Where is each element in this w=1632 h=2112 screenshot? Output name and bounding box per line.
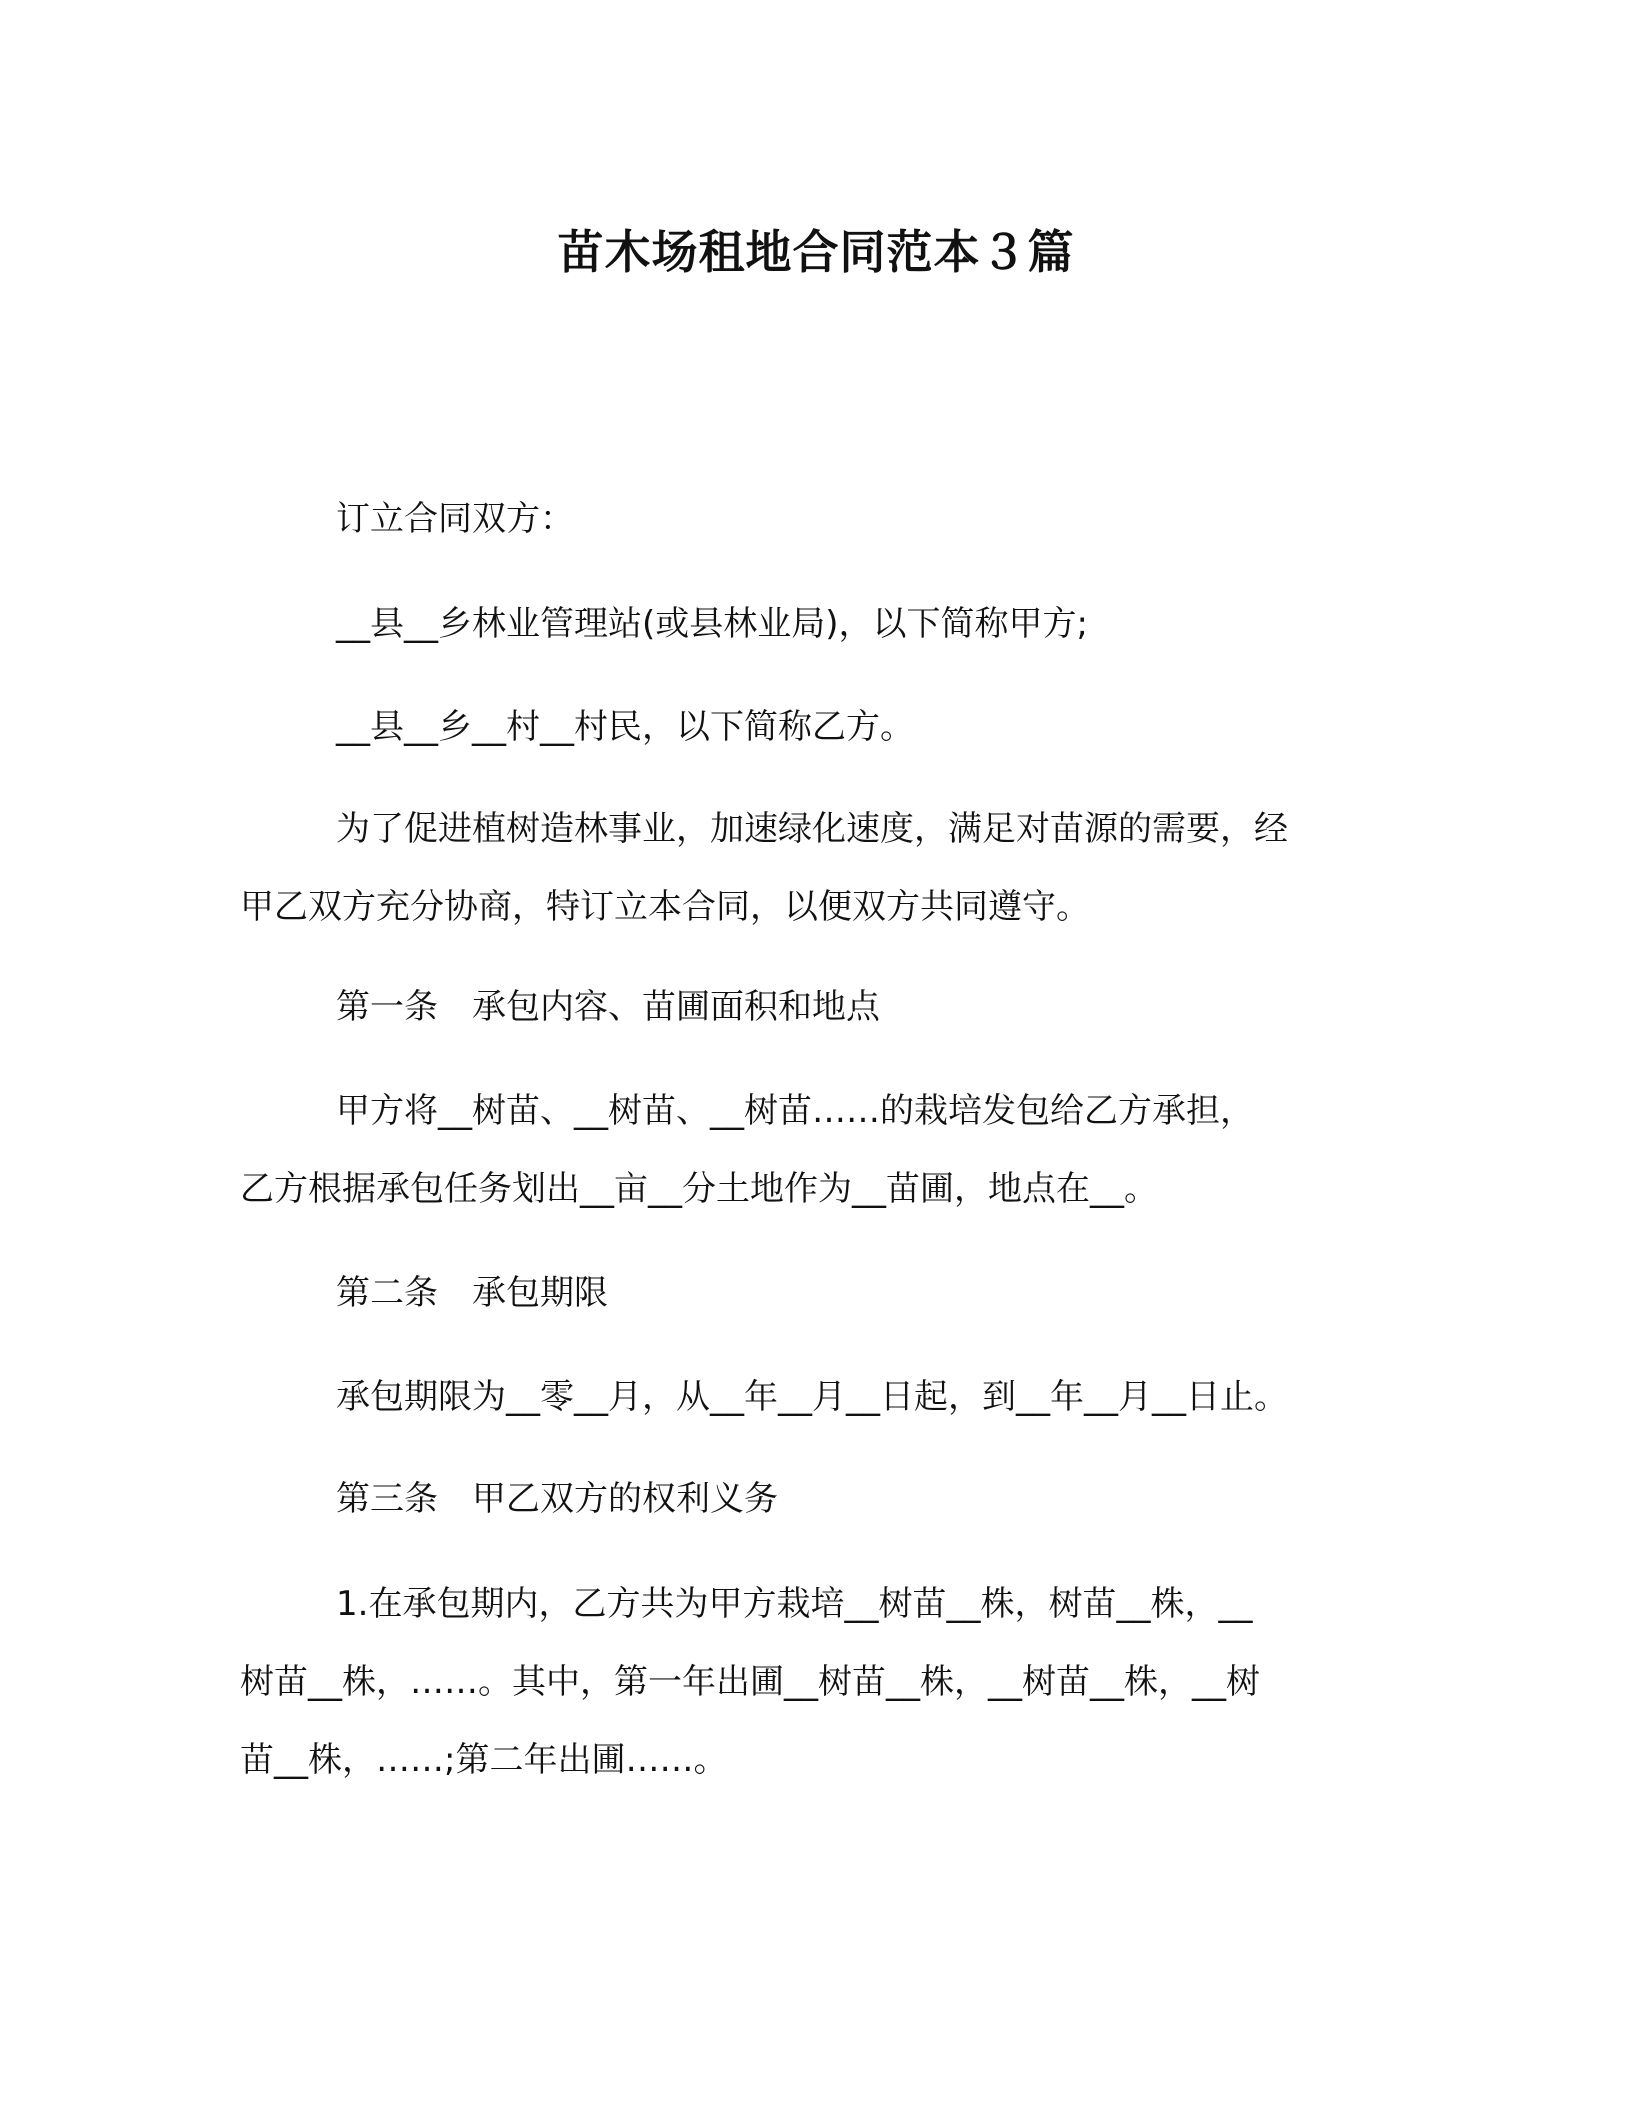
paragraph-party-a [240,585,1400,663]
article-2-content [240,1358,1400,1436]
paragraph-line: 1.在承包期内，乙方共为甲方栽培__树苗__株，树苗__株，__ [336,1584,1253,1624]
paragraph-line: __县__乡__村__村民，以下简称乙方。 [336,707,914,747]
article-3-heading [240,1460,1400,1538]
paragraph-parties-intro [240,480,1400,558]
article-1-content [240,1072,1400,1228]
article-1-heading [240,968,1400,1046]
paragraph-purpose [240,790,1400,946]
paragraph-line: 乙方根据承包任务划出__亩__分土地作为__苗圃，地点在__。 [240,1169,1158,1209]
paragraph-line: __县__乡林业管理站(或县林业局)，以下简称甲方; [336,604,1088,644]
paragraph-line: 第三条 甲乙双方的权利义务 [336,1479,778,1519]
article-2-heading [240,1254,1400,1332]
paragraph-line: 订立合同双方： [336,499,574,539]
paragraph-line: 甲乙双方充分协商，特订立本合同，以便双方共同遵守。 [240,887,1090,927]
paragraph-line: 树苗__株，……。其中，第一年出圃__树苗__株，__树苗__株，__树 [240,1662,1260,1702]
paragraph-line: 苗__株，……;第二年出圃……。 [240,1740,728,1780]
document-title: 苗木场租地合同范本３篇 [557,225,1075,279]
paragraph-line: 第一条 承包内容、苗圃面积和地点 [336,987,880,1027]
paragraph-party-b [240,688,1400,766]
paragraph-line: 承包期限为__零__月，从__年__月__日起，到__年__月__日止。 [336,1377,1288,1417]
paragraph-line: 甲方将__树苗、__树苗、__树苗……的栽培发包给乙方承担， [336,1091,1254,1131]
paragraph-line: 第二条 承包期限 [336,1273,608,1313]
paragraph-line: 为了促进植树造林事业，加速绿化速度，满足对苗源的需要，经 [336,809,1288,849]
article-3-item-1 [240,1565,1400,1799]
